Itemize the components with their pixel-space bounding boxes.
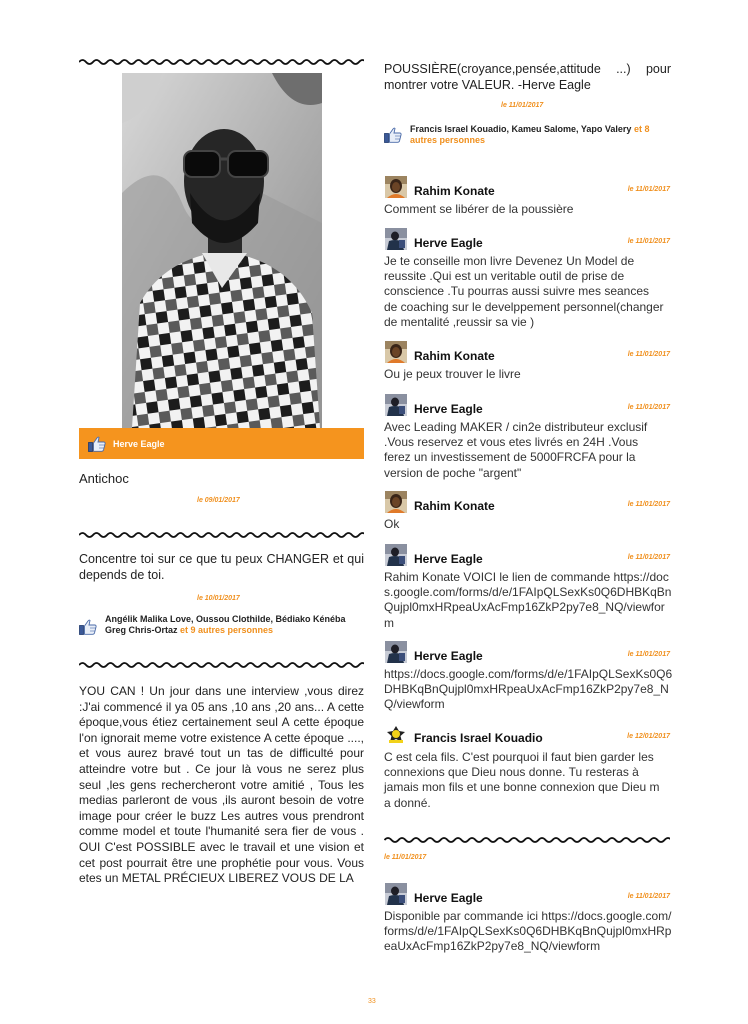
post-photo[interactable] — [122, 73, 322, 428]
comment-text: Disponible par commande ici https://docs.google.com/forms/d/e/1FAIpQLSexKs0Q6DHBKqBnQujpl0mxHRpeaUxAcFmp16ZkP2py7e8_NQ/viewform — [384, 909, 672, 954]
comment-text: Ok — [384, 517, 400, 531]
comment-author[interactable]: Herve Eagle — [414, 891, 483, 905]
comment-text: Rahim Konate VOICI le lien de commande https://docs.google.com/forms/d/e/1FAIpQLSexKs0Q6DHBKqBnQujpl0mxHRpeaUxAcFmp16ZkP2py7e8_NQ/viewform — [384, 570, 672, 630]
portrait-image — [122, 73, 322, 428]
post-divider — [384, 835, 670, 845]
post-text: YOU CAN ! Un jour dans une interview ,vous direz :J'ai commencé il ya 05 ans ,10 ans ,20 ans... A cette époque,vous étiez certainement seul A cette époque l'on ignorait meme votre existence A cette époque ...., et vous aurez bravé tout un tas de difficulté pour atteindre votre but . Ce jour là vous ne serez plus seul ,les gens rechercheront votre amitié , Tous les medias parleront de vous ,ils auront besoin de votre image pour créer le buzz Les autres vous prendront comme model et toute l'humanité sera fier de vous . OUI C'est POSSIBLE avec le travail et une vision et cet post pourrait être une prophétie pour vous. Vous etes un METAL PRÉCIEUX LIBEREZ VOUS DE LA — [79, 684, 364, 886]
post-divider — [79, 660, 364, 670]
comment-text: Ou je peux trouver le livre — [384, 367, 521, 381]
comment-header — [385, 394, 670, 416]
comment-author[interactable]: Herve Eagle — [414, 236, 483, 250]
comment-author[interactable]: Rahim Konate — [414, 349, 495, 363]
photo-liker-name[interactable]: Herve Eagle — [113, 439, 165, 449]
post-date: le 11/01/2017 — [384, 854, 427, 861]
comment-text: Je te conseille mon livre Devenez Un Model de reussite .Qui est un veritable outil de prise de conscience .Tu pourras aussi suivre mes seances de coaching sur le develppement personnel(changer de mentalité ,reussir sa vie ) — [384, 254, 664, 329]
comment-header — [385, 491, 670, 513]
comment-date: le 11/01/2017 — [627, 404, 670, 411]
avatar[interactable] — [385, 341, 407, 363]
comment-date: le 11/01/2017 — [627, 501, 670, 508]
post-date: le 10/01/2017 — [197, 595, 240, 602]
comment-date: le 12/01/2017 — [627, 733, 670, 740]
comment-header — [385, 883, 670, 905]
comment-date: le 11/01/2017 — [627, 651, 670, 658]
comment-author[interactable]: Herve Eagle — [414, 552, 483, 566]
comment-header — [385, 341, 670, 363]
avatar[interactable] — [385, 176, 407, 198]
photo-caption: Antichoc — [79, 471, 129, 486]
post-date: le 11/01/2017 — [501, 102, 544, 109]
comment-date: le 11/01/2017 — [627, 554, 670, 561]
avatar[interactable] — [385, 394, 407, 416]
thumbs-up-icon[interactable] — [88, 436, 106, 452]
comment-header — [385, 641, 670, 663]
post-date: le 09/01/2017 — [197, 497, 240, 504]
comment-text: C est cela fils. C'est pourquoi il faut bien garder les connexions que Dieu nous donne. Tu resteras à jamais mon fils et une bonne connexion que Dieu m a donné. — [384, 750, 660, 810]
avatar[interactable] — [385, 883, 407, 905]
comment-header — [385, 723, 670, 745]
avatar[interactable] — [385, 723, 407, 745]
comment-date: le 11/01/2017 — [627, 186, 670, 193]
avatar[interactable] — [385, 228, 407, 250]
likers-more-link[interactable]: et 8 autres personnes — [410, 124, 650, 145]
comment-text: Avec Leading MAKER / cin2e distributeur exclusif .Vous reservez et vous etes livrés en 24H .Vous ferez un investissement de 5000FRCFA pour la version de poche "argent" — [384, 420, 648, 480]
avatar[interactable] — [385, 641, 407, 663]
thumbs-up-icon[interactable] — [79, 619, 97, 635]
comment-author[interactable]: Francis Israel Kouadio — [414, 731, 543, 745]
avatar[interactable] — [385, 544, 407, 566]
likers-more-link[interactable]: et 9 autres personnes — [177, 625, 274, 635]
comment-header — [385, 544, 670, 566]
comment-author[interactable]: Rahim Konate — [414, 184, 495, 198]
comment-text: Comment se libérer de la poussière — [384, 202, 574, 216]
comment-date: le 11/01/2017 — [627, 351, 670, 358]
likers-names[interactable]: Francis Israel Kouadio, Kameu Salome, Yapo Valery — [410, 124, 632, 134]
comment-author[interactable]: Herve Eagle — [414, 402, 483, 416]
comment-author[interactable]: Herve Eagle — [414, 649, 483, 663]
comment-header — [385, 176, 670, 198]
comment-header — [385, 228, 670, 250]
post-text: Concentre toi sur ce que tu peux CHANGER et qui depends de toi. — [79, 552, 364, 582]
comment-date: le 11/01/2017 — [627, 238, 670, 245]
post-text-continued: POUSSIÈRE(croyance,pensée,attitude ...) pour montrer votre VALEUR. -Herve Eagle — [384, 62, 671, 92]
post-divider — [79, 530, 364, 540]
likers-names[interactable]: Angélik Malika Love, Oussou Clothilde, Bédiako Kénéba Greg Chris-Ortaz — [105, 614, 346, 635]
like-summary — [79, 614, 369, 636]
comment-text: https://docs.google.com/forms/d/e/1FAIpQLSexKs0Q6DHBKqBnQujpl0mxHRpeaUxAcFmp16ZkP2py7e8_NQ/viewform — [384, 667, 673, 712]
page-number: 33 — [368, 998, 376, 1005]
comment-date: le 11/01/2017 — [627, 893, 670, 900]
avatar[interactable] — [385, 491, 407, 513]
comment-author[interactable]: Rahim Konate — [414, 499, 495, 513]
like-summary — [384, 124, 674, 146]
thumbs-up-icon[interactable] — [384, 127, 402, 143]
post-divider — [79, 57, 364, 67]
photo-like-bar — [79, 428, 364, 459]
